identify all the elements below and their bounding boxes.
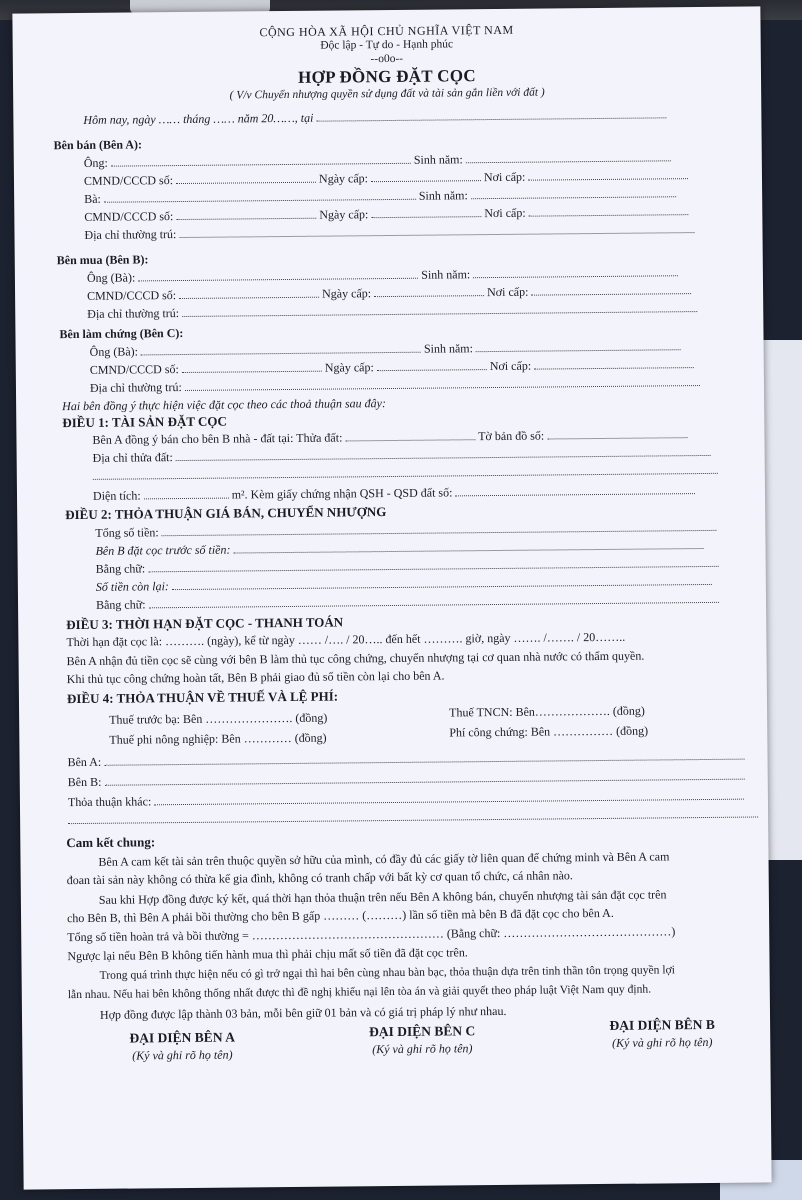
label: CMND/CCCD số: (87, 288, 177, 303)
label: Địa chỉ thường trú: (84, 227, 177, 242)
party-a-mrs-row (84, 186, 676, 207)
label: Nơi cấp: (483, 169, 526, 185)
article-4-blank-row (68, 806, 758, 828)
fill-line (111, 162, 411, 167)
fill-line (179, 296, 319, 299)
article-1-blank-row (93, 463, 718, 484)
date-line (83, 107, 666, 128)
label: Địa chỉ thường trú: (87, 306, 180, 321)
fill-line (476, 348, 681, 352)
party-a-mr-row (84, 150, 671, 171)
fill-line (455, 492, 695, 496)
party-c-address-row (90, 375, 700, 396)
party-c-heading: Bên làm chứng (Bên C): (59, 325, 184, 342)
party-a-id-row-2 (84, 204, 688, 225)
label: Nơi cấp: (484, 205, 526, 221)
commitment-p2a: Sau khi Hợp đồng được ký kết, quá thời hạn thỏa thuận trên nếu Bên A không bán, chuyển nhượng tài sản đặt cọc trên (98, 887, 667, 907)
fill-line (138, 277, 418, 282)
fill-line (185, 384, 700, 391)
fill-line (316, 116, 666, 121)
notary-fee: Phí công chứng: Bên …………… (đồng) (449, 723, 649, 740)
article-3-term: Thời hạn đặt cọc là: ………. (ngày), kể từ ngày …… /…. / 20….. đến hết ………. giờ, ngày ……. /……. / 20…….. (66, 629, 626, 650)
label: Diện tích: (92, 488, 141, 503)
contract-page (12, 6, 771, 1189)
fill-line (233, 547, 703, 554)
fill-line (176, 181, 316, 184)
nation-heading: CỘNG HÒA XÃ HỘI CHỦ NGHĨA VIỆT NAM (259, 22, 514, 40)
signature-c-title: ĐẠI DIỆN BÊN C (369, 1023, 476, 1040)
agreement-intro: Hai bên đồng ý thực hiện việc đặt cọc theo các thoả thuận sau đây: (62, 396, 386, 414)
article-2-words-row (96, 556, 719, 577)
fill-line (534, 366, 694, 370)
commitment-p2b: cho Bên B, thì Bên A phải bồi thường cho bên B gấp ……… (………) lần số tiền mà bên B đã đặt cọc cho bên A. (66, 905, 614, 926)
label: Địa chỉ thửa đất: (92, 450, 173, 465)
fill-line (162, 529, 717, 536)
label: Bằng chữ: (95, 561, 146, 576)
fill-line (104, 778, 744, 786)
label: Bên A: (67, 754, 102, 770)
label: Số tiền còn lại: (95, 579, 169, 594)
commitment-p1b: đoan tài sản này không có thừa kế gia đình, không có tranh chấp với bất kỳ cơ quan tổ chức, cá nhân nào. (66, 868, 573, 888)
label: Nơi cấp: (487, 284, 529, 300)
party-a-heading: Bên bán (Bên A): (53, 137, 143, 153)
label: Ông: (83, 155, 108, 170)
fill-line (377, 368, 487, 371)
commitment-p5b: lẫn nhau. Nếu hai bên không thống nhất được thì đề nghị khiếu nại lên tòa án và giải quyết theo pháp luật Việt Nam quy định. (67, 982, 652, 1002)
fill-line (148, 565, 718, 572)
fill-line (529, 213, 689, 217)
article-2-words-row-2 (96, 592, 719, 613)
label: Sinh năm: (423, 341, 474, 356)
label: Địa chỉ thường trú: (89, 380, 182, 395)
fill-line (345, 438, 475, 441)
party-b-address-row (87, 301, 697, 322)
label: Tờ bản đồ số: (478, 428, 545, 444)
fill-line (93, 472, 718, 480)
motto: Độc lập - Tự do - Hạnh phúc (320, 38, 454, 52)
fill-line (531, 292, 691, 296)
signature-a-title: ĐẠI DIỆN BÊN A (129, 1029, 235, 1046)
article-1-address-row (93, 445, 711, 466)
label: CMND/CCCD số: (89, 362, 179, 377)
fill-line (547, 436, 687, 439)
label: Tổng số tiền: (95, 525, 159, 540)
fill-line (473, 274, 678, 278)
commitment-p5a: Trong quá trình thực hiện nếu có gì trở ngại thì hai bên cùng nhau bàn bạc, thỏa thuận dựa trên tinh thần tôn trọng quyền lợi (99, 963, 675, 982)
signature-b-title: ĐẠI DIỆN BÊN B (609, 1016, 715, 1033)
party-c-id-row (90, 357, 694, 378)
fill-line (182, 310, 697, 317)
label: Sinh năm: (418, 188, 468, 203)
fill-line (466, 159, 671, 163)
label: Ngày cấp: (322, 286, 372, 301)
fill-line (104, 198, 416, 203)
fill-line (176, 217, 316, 220)
article-2-remaining-row (96, 574, 712, 595)
agricultural-tax: Thuế phi nông nghiệp: Bên ………… (đồng) (109, 730, 327, 747)
party-b-id-row (87, 283, 691, 304)
label: Sinh năm: (413, 152, 463, 167)
fill-line (68, 815, 758, 824)
page-title: HỢP ĐỒNG ĐẶT CỌC (298, 66, 476, 87)
commitment-p6: Hợp đồng được lập thành 03 bản, mỗi bên giữ 01 bản và có giá trị pháp lý như nhau. (99, 1003, 507, 1022)
fill-line (371, 215, 481, 218)
article-1-land-row (92, 427, 687, 448)
fill-line (179, 231, 694, 238)
ornament: --o0o-- (370, 52, 404, 66)
article-2-deposit-row (95, 538, 703, 559)
article-4-party-b-row (68, 769, 745, 790)
label: Ngày cấp: (319, 207, 369, 222)
signature-a-note: (Ký và ghi rõ họ tên) (132, 1047, 233, 1063)
party-a-id-row (84, 168, 688, 189)
fill-line (182, 370, 322, 373)
label: Ông (Bà): (89, 344, 139, 359)
article-1-heading: ĐIỀU 1: TÀI SẢN ĐẶT CỌC (62, 413, 227, 431)
label: Bên A đồng ý bán cho bên B nhà - đất tại: Thửa đất: (92, 430, 343, 447)
label: Ông (Bà): (86, 270, 136, 285)
fill-line (141, 351, 421, 356)
personal-income-tax: Thuế TNCN: Bên………………. (đồng) (449, 703, 645, 720)
article-4-party-a-row (67, 749, 744, 770)
label: Bên B đặt cọc trước số tiền: (95, 542, 231, 558)
article-4-heading: ĐIỀU 4: THỎA THUẬN VỀ THUẾ VÀ LỆ PHÍ: (66, 688, 339, 707)
party-b-person-row (87, 265, 678, 286)
article-3-p1: Bên A nhận đủ tiền cọc sẽ cùng với bên B làm thủ tục công chứng, chuyển nhượng tại cơ quan nhà nước có thẩm quyền. (66, 648, 645, 669)
fill-line (374, 294, 484, 297)
label: m². Kèm giấy chứng nhận QSH - QSD đất số: (231, 485, 453, 502)
article-2-heading: ĐIỀU 2: THỎA THUẬN GIÁ BÁN, CHUYỂN NHƯỢNG (65, 504, 387, 523)
fill-line (176, 454, 711, 461)
signature-b-note: (Ký và ghi rõ họ tên) (612, 1034, 713, 1050)
date-line-text: Hôm nay, ngày …… tháng …… năm 20……, tại (83, 110, 314, 127)
commitment-p4: Ngược lại nếu Bên B không tiến hành mua thì phải chịu mất số tiền đã đặt cọc trên. (67, 945, 468, 964)
fill-line (149, 601, 719, 608)
fill-line (528, 177, 688, 181)
label: Sinh năm: (421, 267, 471, 282)
party-a-address-row (84, 222, 694, 243)
commitment-p3: Tổng số tiền hoàn trả và bồi thường = ………………………………………… (Bằng chữ: ……………………………………) (67, 924, 676, 945)
article-2-total-row (95, 520, 716, 541)
party-c-person-row (90, 339, 681, 360)
fill-line (154, 798, 744, 806)
label: Bên B: (67, 774, 102, 790)
article-1-area-row (93, 483, 696, 504)
article-3-heading: ĐIỀU 3: THỜI HẠN ĐẶT CỌC - THANH TOÁN (66, 614, 344, 633)
label: Bằng chữ: (95, 597, 146, 612)
fill-line (172, 583, 712, 590)
article-3-p2: Khi thủ tục công chứng hoàn tất, Bên B phải giao đủ số tiền còn lại cho bên A. (66, 668, 445, 687)
label: Thỏa thuận khác: (67, 794, 152, 810)
registration-tax: Thuế trước bạ: Bên …………………. (đồng) (109, 710, 328, 727)
fill-line (371, 179, 481, 182)
label: Bà: (84, 191, 101, 206)
label: Nơi cấp: (489, 358, 532, 374)
commitment-heading: Cam kết chung: (66, 834, 156, 851)
commitment-p1a: Bên A cam kết tài sản trên thuộc quyền sở hữu của mình, có đầy đủ các giấy tờ liên quan để chứng minh và Bên A cam (98, 849, 670, 869)
fill-line (104, 758, 744, 766)
page-subtitle: ( V/v Chuyển nhượng quyền sử dụng đất và tài sản gắn liền với đất ) (229, 86, 545, 102)
label: CMND/CCCD số: (83, 173, 174, 188)
signature-c-note: (Ký và ghi rõ họ tên) (372, 1041, 473, 1057)
label: Ngày cấp: (318, 171, 369, 186)
label: CMND/CCCD số: (84, 209, 174, 224)
fill-line (471, 195, 676, 199)
fill-line (144, 497, 229, 500)
label: Ngày cấp: (324, 360, 374, 375)
party-b-heading: Bên mua (Bên B): (56, 252, 149, 268)
